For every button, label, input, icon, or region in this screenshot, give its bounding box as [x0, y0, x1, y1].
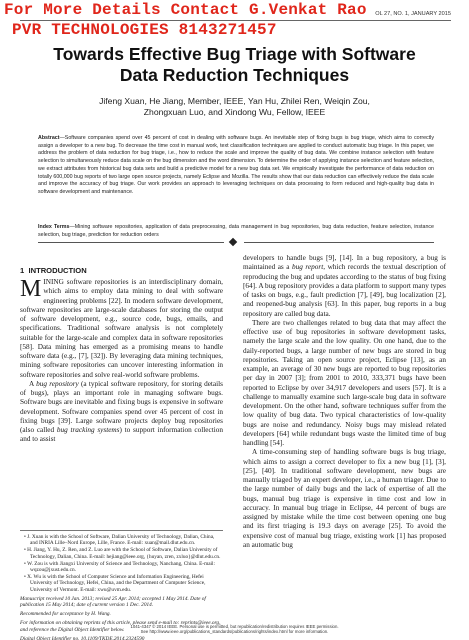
- right-p1-part-a: developers to handle bugs [9], [14]. In a bug repository, a bug is maintained as a: [243, 254, 446, 272]
- abstract: [38, 135, 434, 197]
- right-paragraph-3: A time-consuming step of handling software bugs is bug triage, which aims to assign a correct developer to fix a new bug [1], [3], [25], [40]. In traditional software development, new bugs are manually triaged by an expert developer, i.e., a human triager. Due to the large number of daily bugs and the lack of expertise of all the bugs, manual bug triage is expensive in time cost and low in accuracy. In manual bug triage in Eclipse, 44 percent of bugs are assigned by mistake while the time cost between opening one bug and its first triaging is 19.3 days on average [25]. To avoid the expensive cost of manual bug triage, existing work [1] has proposed an automatic bug: [243, 448, 446, 549]
- section-heading: [20, 266, 223, 276]
- abstract-text: —Software companies spend over 45 percent of cost in dealing with software bugs. An inevitable step of fixing bugs is bug triage, which aims to correctly assign a developer to a new bug. To decrease the time cost in manual work, text classification techniques are applied to conduct automatic bug triage. In this paper, we address the problem of data reduction for bug triage, i.e., how to reduce the scale and improve the quality of bug data. We combine instance selection with feature selection to simultaneously reduce data scale on the bug dimension and the word dimension. To determine the order of applying instance selection and feature selection, we extract attributes from historical bug data sets and build a predictive model for a new bug data set. We empirically investigate the performance of data reduction on totally 600,000 bug reports of two large open source projects, namely Eclipse and Mozilla. The results show that our data reduction can effectively reduce the data scale and improve the accuracy of bug triage. Our work provides an approach to leveraging techniques on data processing to form reduced and high-quality bug data in software development and maintenance.: [38, 135, 434, 195]
- right-p1-part-b: , which records the textual description of reproducing the bug and updates according to the status of bug fixing [64]. A bug repository provides a data platform to support many types of tasks on bugs, e.g., fault prediction [7], [49], bug localization [2], and reopened-bug analysis [63]. In this paper, bug reports in a bug repository are called bug data.: [243, 263, 447, 318]
- authors-line-1: Jifeng Xuan, He Jiang, Member, IEEE, Yan Hu, Zhilei Ren, Weiqin Zou,: [99, 96, 370, 106]
- intro-p2-part-c: ) to support information collection and to assist: [20, 426, 224, 444]
- copyright-footer: [0, 624, 469, 635]
- manuscript-dates: Manuscript received 10 Jan. 2013; revised 25 Apr. 2014; accepted 1 May 2014. Date of publication 15 May 2014; date of current version 1 Dec. 2014.: [20, 595, 206, 609]
- footer-line-2: See http://www.ieee.org/publications_standards/publications/rights/index.html for more information.: [140, 629, 329, 635]
- author-list: [0, 96, 469, 118]
- authors-line-2: Zhongxuan Luo, and Xindong Wu, Fellow, IEEE: [143, 107, 326, 117]
- header-rule: [20, 20, 451, 21]
- intro-p2-part-b: (a typical software repository, for storing details of bugs), plays an important role in managing software bugs. Software bugs are inevitable and fixing bugs is expensive in software development. Software companies spend over 45 percent of cost in fixing bugs [39]. Large software projects deploy bug repositories (also called: [20, 379, 223, 434]
- journal-header: OL 27, NO. 1, JANUARY 2015: [375, 11, 451, 17]
- term-bug-repository: bug repository: [36, 379, 79, 388]
- section-title: INTRODUCTION: [28, 266, 87, 275]
- banner-line-1: For More Details Contact G.Venkat Rao: [4, 1, 367, 19]
- title-line-1: Towards Effective Bug Triage with Software: [53, 44, 416, 64]
- footnote-affiliation: • W. Zou is with Jiangxi University of Science and Technology, Nanchang, China. E-mail: wqzou@jxust.edu.cn.: [24, 560, 215, 574]
- title-line-2: Data Reduction Techniques: [119, 65, 350, 85]
- footnote-rule: [20, 530, 223, 531]
- intro-paragraph-2: [20, 380, 223, 445]
- acceptance-editor: Recommended for acceptance by H. Wang.: [20, 611, 111, 618]
- footnote-affiliation: • X. Wu is with the School of Computer Science and Information Engineering, Hefei University of Technology, Hefei, China, and the Department of Computer Science, University of Vermont. E-mail: xwu@uvm.edu.: [24, 574, 206, 593]
- paper-title: [0, 44, 469, 86]
- separator-left: [38, 242, 224, 243]
- intro-p2-part-a: A: [29, 379, 37, 388]
- doi: Digital Object Identifier no. 10.1109/TKDE.2014.2324590: [20, 635, 145, 640]
- term-bug-tracking-systems: bug tracking systems: [56, 426, 120, 434]
- dropcap-letter: M: [20, 276, 42, 302]
- right-paragraph-1: [243, 254, 446, 319]
- abstract-label: Abstract: [38, 135, 60, 141]
- intro-paragraph-1-text: INING software repositories is an interdisciplinary domain, which aims to employ data mining to deal with software engineering problems [22]. In modern software development, software repositories are large-scale databases for storing the output of software development, e.g., source code, bugs, emails, and specifications. Traditional software analysis is not completely suitable for the large-scale and complex data in software repositories [58]. Data mining has emerged as a promising means to handle software data (e.g., [7], [32]). By leveraging data mining techniques, mining software repositories can uncover interesting information in software repositories and solve real-world software problems.: [20, 278, 223, 379]
- term-bug-report: bug report: [292, 263, 324, 272]
- footnote-affiliation: • J. Xuan is with the School of Software, Dalian University of Technology, Dalian, China, and INRIA Lille–Nord Europe, Lille, France. E-mail: xuan@mail.dlut.edu.cn.: [24, 534, 215, 547]
- reprints-info: For information on obtaining reprints of this article, please send e-mail to: reprints@ieee.org, and reference the Digital Object Identifier below.: [20, 620, 221, 633]
- index-terms-text: —Mining software repositories, application of data preprocessing, data management in bug repositories, bug data reduction, feature selection, instance selection, bug triage, prediction for reduction orders: [38, 224, 434, 238]
- left-column: [20, 266, 223, 445]
- index-terms-label: Index Terms: [38, 224, 70, 230]
- footer-line-1: 1041-4347 © 2014 IEEE. Personal use is permitted, but republication/redistribution requires IEEE permission.: [130, 624, 339, 629]
- footnote-affiliation: • H. Jiang, Y. Hu, Z. Ren, and Z. Luo are with the School of Software, Dalian University of Technology, Dalian, China. E-mail: hejiang@ieee.org, {huyan, zren, zxluo}@dlut.edu.cn.: [24, 547, 221, 560]
- banner-line-2: PVR TECHNOLOGIES 8143271457: [12, 21, 277, 39]
- separator-right: [244, 242, 434, 243]
- section-number: 1: [20, 266, 25, 275]
- right-column: [243, 254, 446, 550]
- contact-banner: [0, 0, 367, 42]
- intro-paragraph-1: [20, 278, 223, 380]
- index-terms: [38, 224, 434, 239]
- right-paragraph-2: There are two challenges related to bug data that may affect the effective use of bug repositories in software development tasks, namely the large scale and the low quality. On one hand, due to the daily-reported bugs, a large number of new bugs are stored in bug repositories. Taking an open source project, Eclipse [13], as an example, an average of 30 new bugs are reported to bug repositories per day in 2007 [3]; from 2001 to 2010, 333,371 bugs have been reported to Eclipse by over 34,917 developers and users [57]. It is a challenge to manually examine such large-scale bug data in software development. On the other hand, software techniques suffer from the low quality of bug data. Two typical characteristics of low-quality bugs are noise and redundancy. Noisy bugs may mislead related developers [64] while redundant bugs waste the limited time of bug handling [54].: [243, 318, 446, 447]
